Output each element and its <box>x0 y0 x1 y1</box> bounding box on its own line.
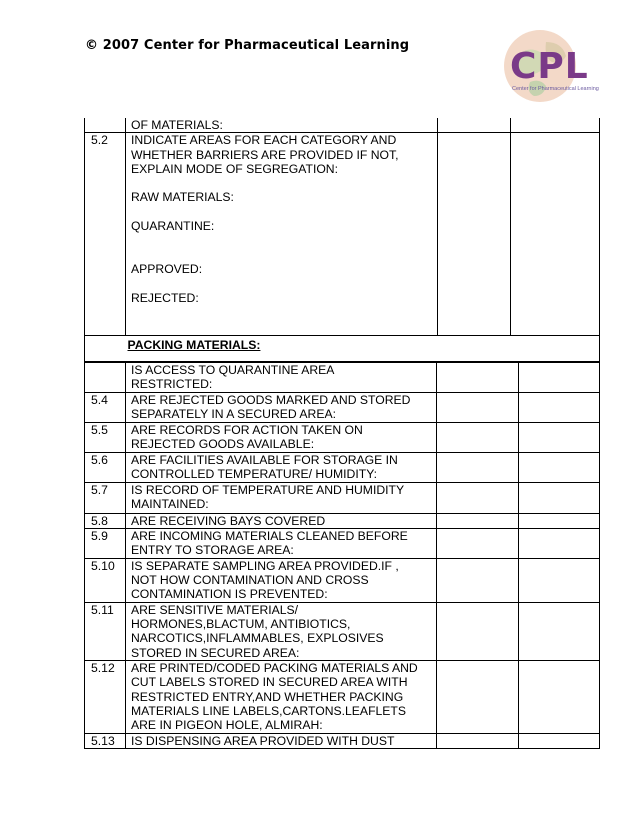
row-question: ARE RECEIVING BAYS COVERED <box>126 513 437 528</box>
remarks-cell[interactable] <box>519 661 600 733</box>
answer-cell[interactable] <box>438 118 511 133</box>
answer-cell[interactable] <box>437 423 519 453</box>
answer-cell[interactable] <box>437 558 519 602</box>
remarks-cell[interactable] <box>519 602 600 660</box>
answer-cell[interactable] <box>437 482 519 513</box>
row-question: INDICATE AREAS FOR EACH CATEGORY AND WHETHER BARRIERS ARE PROVIDED IF NOT, EXPLAIN MODE OF SEGREGATION: RAW MATERIALS: QUARANTINE: APPROVED: REJECTED: <box>126 133 438 336</box>
table-row <box>85 528 600 558</box>
table-row <box>85 602 600 660</box>
logo-letters: CPL <box>510 46 589 87</box>
answer-cell[interactable] <box>437 733 519 748</box>
row-question: OF MATERIALS: <box>126 118 438 133</box>
row-question: IS RECORD OF TEMPERATURE AND HUMIDITY MAINTAINED: <box>126 482 437 513</box>
row-number: 5.5 <box>85 423 126 453</box>
answer-cell[interactable] <box>437 452 519 482</box>
answer-cell[interactable] <box>437 602 519 660</box>
row-number <box>85 363 126 393</box>
row-question: ARE INCOMING MATERIALS CLEANED BEFORE ENTRY TO STORAGE AREA: <box>126 528 437 558</box>
checklist-table-bottom <box>84 362 600 749</box>
table-row <box>85 423 600 453</box>
remarks-cell[interactable] <box>519 452 600 482</box>
section-heading-row <box>85 335 600 361</box>
table-row <box>85 133 600 336</box>
table-row <box>85 452 600 482</box>
table-row <box>85 482 600 513</box>
row-question: IS SEPARATE SAMPLING AREA PROVIDED.IF , NOT HOW CONTAMINATION AND CROSS CONTAMINATION IS PREVENTED: <box>126 558 437 602</box>
remarks-cell[interactable] <box>511 133 600 336</box>
table-row <box>85 661 600 733</box>
remarks-cell[interactable] <box>519 423 600 453</box>
row-question: IS ACCESS TO QUARANTINE AREA RESTRICTED: <box>126 363 437 393</box>
row-number: 5.8 <box>85 513 126 528</box>
table-row <box>85 363 600 393</box>
table-row <box>85 558 600 602</box>
answer-cell[interactable] <box>437 661 519 733</box>
row-question: IS DISPENSING AREA PROVIDED WITH DUST <box>126 733 437 748</box>
remarks-cell[interactable] <box>519 393 600 423</box>
row-number <box>85 118 126 133</box>
row-question: ARE REJECTED GOODS MARKED AND STORED SEPARATELY IN A SECURED AREA: <box>126 393 437 423</box>
row-question: ARE FACILITIES AVAILABLE FOR STORAGE IN CONTROLLED TEMPERATURE/ HUMIDITY: <box>126 452 437 482</box>
table-row <box>85 513 600 528</box>
remarks-cell[interactable] <box>511 118 600 133</box>
row-number: 5.4 <box>85 393 126 423</box>
answer-cell[interactable] <box>437 528 519 558</box>
cpl-logo <box>500 22 618 114</box>
answer-cell[interactable] <box>437 513 519 528</box>
answer-cell[interactable] <box>437 393 519 423</box>
remarks-cell[interactable] <box>519 363 600 393</box>
remarks-cell[interactable] <box>519 733 600 748</box>
table-row <box>85 733 600 748</box>
checklist-table-top <box>84 118 600 336</box>
page-header-title: © 2007 Center for Pharmaceutical Learning <box>85 38 410 53</box>
row-number: 5.10 <box>85 558 126 602</box>
row-number: 5.13 <box>85 733 126 748</box>
row-question: ARE SENSITIVE MATERIALS/ HORMONES,BLACTUM, ANTIBIOTICS, NARCOTICS,INFLAMMABLES, EXPLOSIVES STORED IN SECURED AREA: <box>126 602 437 660</box>
row-number: 5.9 <box>85 528 126 558</box>
row-number: 5.6 <box>85 452 126 482</box>
row-number: 5.12 <box>85 661 126 733</box>
table-row <box>85 393 600 423</box>
answer-cell[interactable] <box>437 363 519 393</box>
remarks-cell[interactable] <box>519 528 600 558</box>
logo-subtitle: Center for Pharmaceutical Learning <box>512 86 599 92</box>
table-row <box>85 118 600 133</box>
row-question: ARE RECORDS FOR ACTION TAKEN ON REJECTED GOODS AVAILABLE: <box>126 423 437 453</box>
row-question: ARE PRINTED/CODED PACKING MATERIALS AND CUT LABELS STORED IN SECURED AREA WITH RESTRICTED ENTRY,AND WHETHER PACKING MATERIALS LINE LABELS,CARTONS.LEAFLETS ARE IN PIGEON HOLE, ALMIRAH: <box>126 661 437 733</box>
row-number: 5.2 <box>85 133 126 336</box>
row-number: 5.7 <box>85 482 126 513</box>
row-number: 5.11 <box>85 602 126 660</box>
answer-cell[interactable] <box>438 133 511 336</box>
remarks-cell[interactable] <box>519 513 600 528</box>
section-heading-table <box>84 335 600 362</box>
section-heading: PACKING MATERIALS: <box>126 335 600 361</box>
remarks-cell[interactable] <box>519 482 600 513</box>
remarks-cell[interactable] <box>519 558 600 602</box>
